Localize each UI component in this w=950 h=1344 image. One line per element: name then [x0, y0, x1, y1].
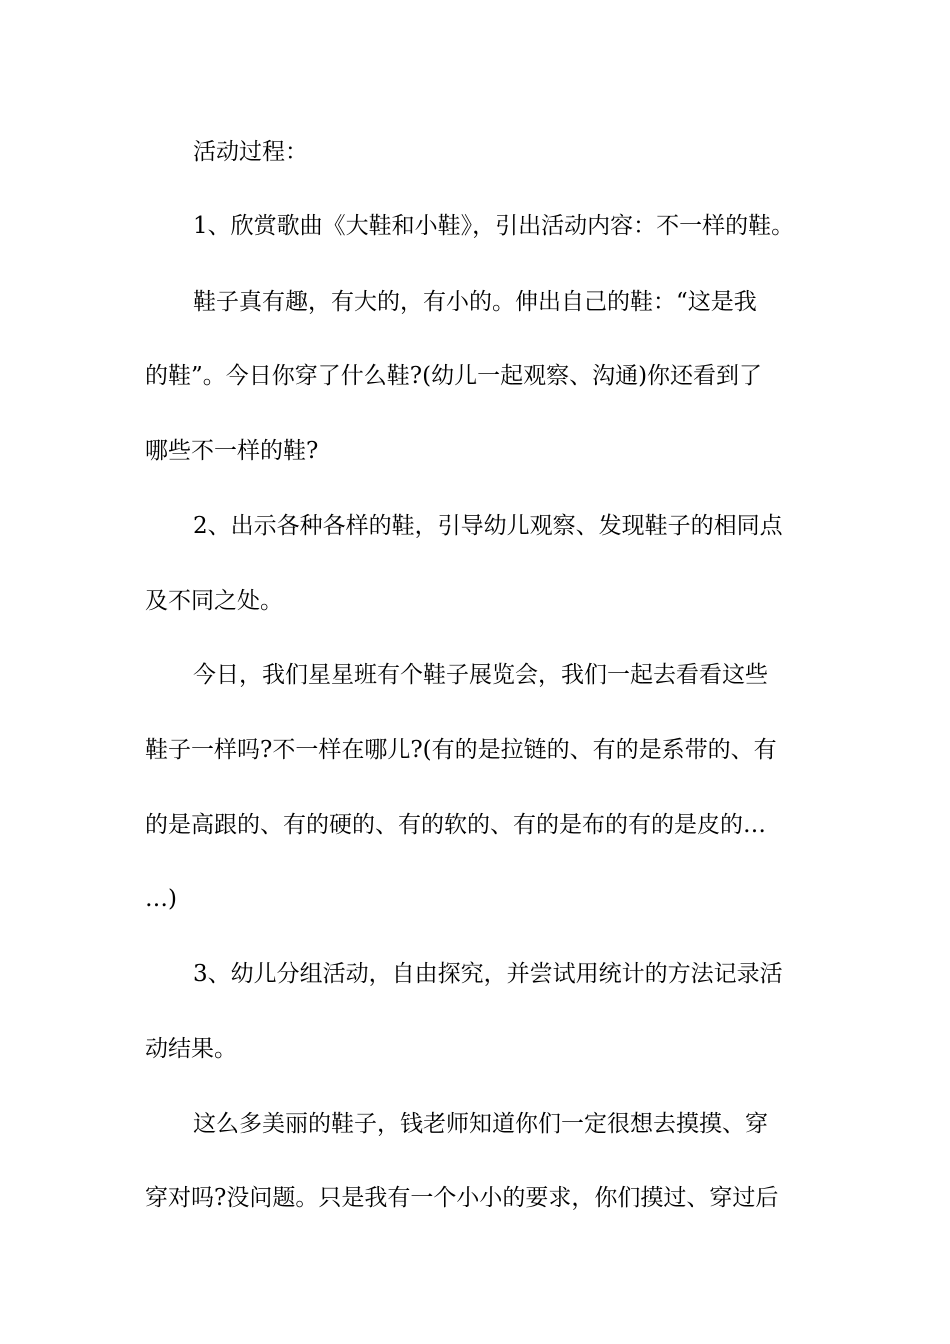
paragraph-line: 鞋子真有趣，有大的，有小的。伸出自己的鞋：“这是我 — [193, 289, 757, 315]
paragraph-line: 及不同之处。 — [145, 588, 283, 614]
paragraph-line: 这么多美丽的鞋子，钱老师知道你们一定很想去摸摸、穿 — [193, 1111, 768, 1137]
paragraph-line: 动结果。 — [145, 1036, 237, 1062]
step-2-text: 2、出示各种各样的鞋，引导幼儿观察、发现鞋子的相同点 — [193, 513, 783, 539]
paragraph-line: 今日，我们星星班有个鞋子展览会，我们一起去看看这些 — [193, 662, 768, 688]
step-1-text: 1、欣赏歌曲《大鞋和小鞋》，引出活动内容：不一样的鞋。 — [193, 213, 795, 239]
paragraph-line: 鞋子一样吗?不一样在哪儿?(有的是拉链的、有的是系带的、有 — [145, 737, 777, 763]
paragraph-line: 的鞋”。今日你穿了什么鞋?(幼儿一起观察、沟通)你还看到了 — [145, 363, 763, 389]
paragraph-line: 的是高跟的、有的硬的、有的软的、有的是布的有的是皮的… — [145, 812, 766, 838]
step-3-text: 3、幼儿分组活动，自由探究，并尝试用统计的方法记录活 — [193, 961, 783, 987]
paragraph-line: 穿对吗?没问题。只是我有一个小小的要求，你们摸过、穿过后 — [145, 1185, 779, 1211]
section-heading: 活动过程： — [193, 139, 308, 165]
paragraph-line: …) — [145, 886, 177, 912]
paragraph-line: 哪些不一样的鞋? — [145, 438, 319, 464]
